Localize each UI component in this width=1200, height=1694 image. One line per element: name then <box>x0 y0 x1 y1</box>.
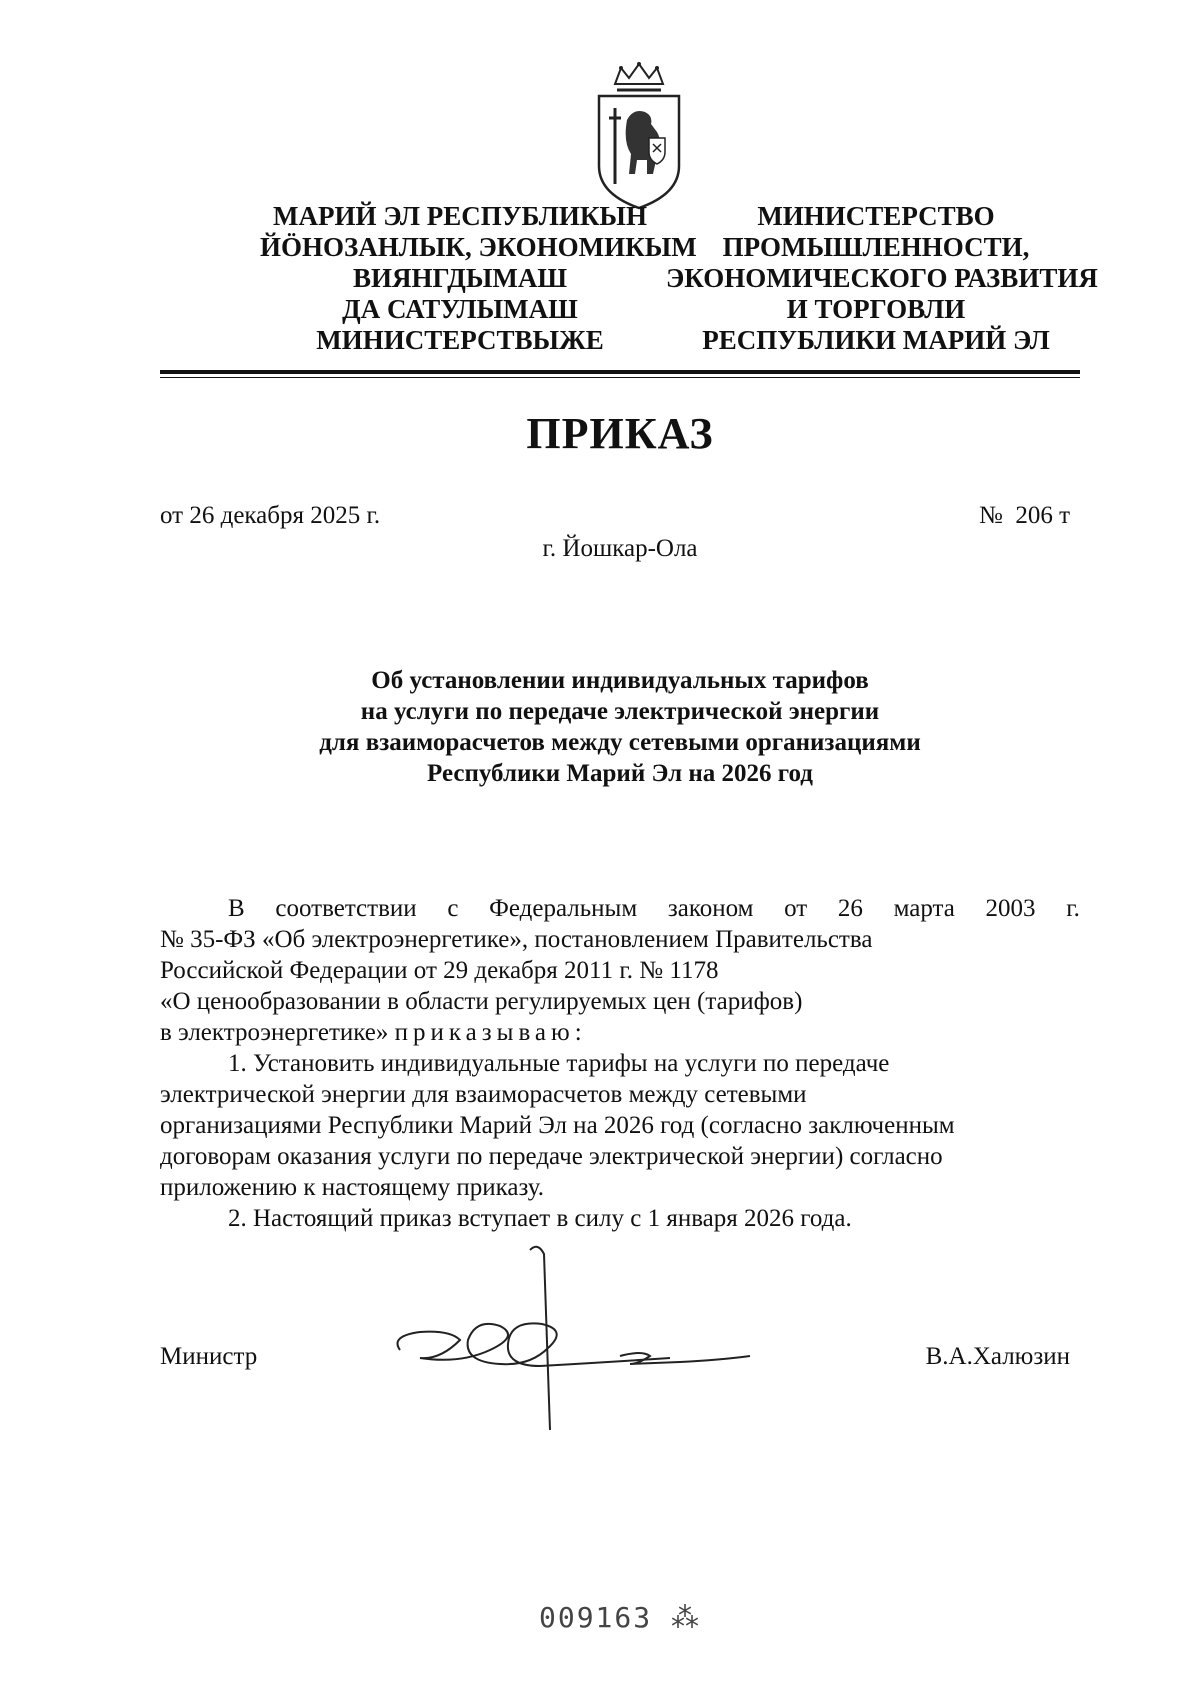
document-number: № 206 т <box>978 502 1070 529</box>
header-right-line: МИНИСТЕРСТВО <box>757 201 995 231</box>
word: 26 <box>837 895 863 922</box>
preamble-colon: : <box>574 1019 582 1046</box>
item-1-line: приложению к настоящему приказу. <box>160 1174 545 1201</box>
preamble-line <box>160 893 1080 924</box>
header-left-line: МИНИСТЕРСТВЫЖЕ <box>316 325 604 355</box>
header-marí-ministry-name <box>260 201 697 356</box>
header-divider-thin <box>160 377 1080 378</box>
header-right-line: И ТОРГОВЛИ <box>786 294 966 324</box>
handwritten-signature <box>380 1240 810 1440</box>
header-left-line: ВИЯНГДЫМАШ <box>352 263 568 293</box>
coat-of-arms-emblem <box>593 62 685 212</box>
preamble-line: Российской Федерации от 29 декабря 2011 г. № 1178 <box>160 957 719 984</box>
subject-line: Об установлении индивидуальных тарифов <box>371 667 869 694</box>
header-right-line: ЭКОНОМИЧЕСКОГО РАЗВИТИЯ <box>666 263 1098 293</box>
item-1-line: организациями Республики Марий Эл на 2026 год (согласно заключенным <box>160 1112 955 1139</box>
preamble-line: «О ценообразовании в области регулируемых цен (тарифов) <box>160 988 803 1015</box>
word: марта <box>893 895 955 922</box>
item-2: 2. Настоящий приказ вступает в силу с 1 января 2026 года. <box>228 1205 852 1232</box>
header-left-line: МАРИЙ ЭЛ РЕСПУБЛИКЫН <box>273 201 647 231</box>
item-1-line: 1. Установить индивидуальные тарифы на услуги по передаче <box>228 1050 890 1077</box>
word: г. <box>1066 895 1080 922</box>
subject-line: на услуги по передаче электрической энергии <box>360 698 880 725</box>
word: 2003 <box>985 895 1036 922</box>
word: В <box>228 895 245 922</box>
document-body <box>160 893 1080 1234</box>
header-divider <box>160 370 1080 374</box>
header-left-line: ДА САТУЛЫМАШ <box>342 294 578 324</box>
header-russian-ministry-name <box>666 201 1098 356</box>
item-1-line: электрической энергии для взаиморасчетов между сетевыми <box>160 1081 807 1108</box>
subject-line: для взаиморасчетов между сетевыми организациями <box>319 729 921 756</box>
subject-line: Республики Марий Эл на 2026 год <box>427 760 813 787</box>
document-city: г. Йошкар-Ола <box>542 535 698 562</box>
order-word: приказываю <box>394 1019 575 1046</box>
item-1-line: договорам оказания услуги по передаче электрической энергии) согласно <box>160 1143 943 1170</box>
header-left-line: ЙÖНОЗАНЛЫК, ЭКОНОМИКЫМ <box>260 232 697 262</box>
word: от <box>784 895 808 922</box>
word: соответствии <box>275 895 417 922</box>
word: Федеральным <box>489 895 638 922</box>
document-date: от 26 декабря 2025 г. <box>160 502 381 529</box>
header-right-line: РЕСПУБЛИКИ МАРИЙ ЭЛ <box>702 325 1050 355</box>
document-subject <box>160 665 1080 789</box>
word: законом <box>667 895 754 922</box>
signatory-role: Министр <box>160 1343 258 1370</box>
serial-number-stamp: 009163 ⁂ <box>538 1601 701 1634</box>
preamble-line-last <box>160 1017 1080 1048</box>
document-type-title: ПРИКАЗ <box>526 409 714 458</box>
signatory-name: В.А.Халюзин <box>925 1343 1070 1370</box>
preamble-line: № 35-ФЗ «Об электроэнергетике», постановлением Правительства <box>160 926 873 953</box>
word: с <box>447 895 459 922</box>
preamble-text: в электроэнергетике» <box>160 1019 389 1046</box>
header-right-line: ПРОМЫШЛЕННОСТИ, <box>722 232 1030 262</box>
